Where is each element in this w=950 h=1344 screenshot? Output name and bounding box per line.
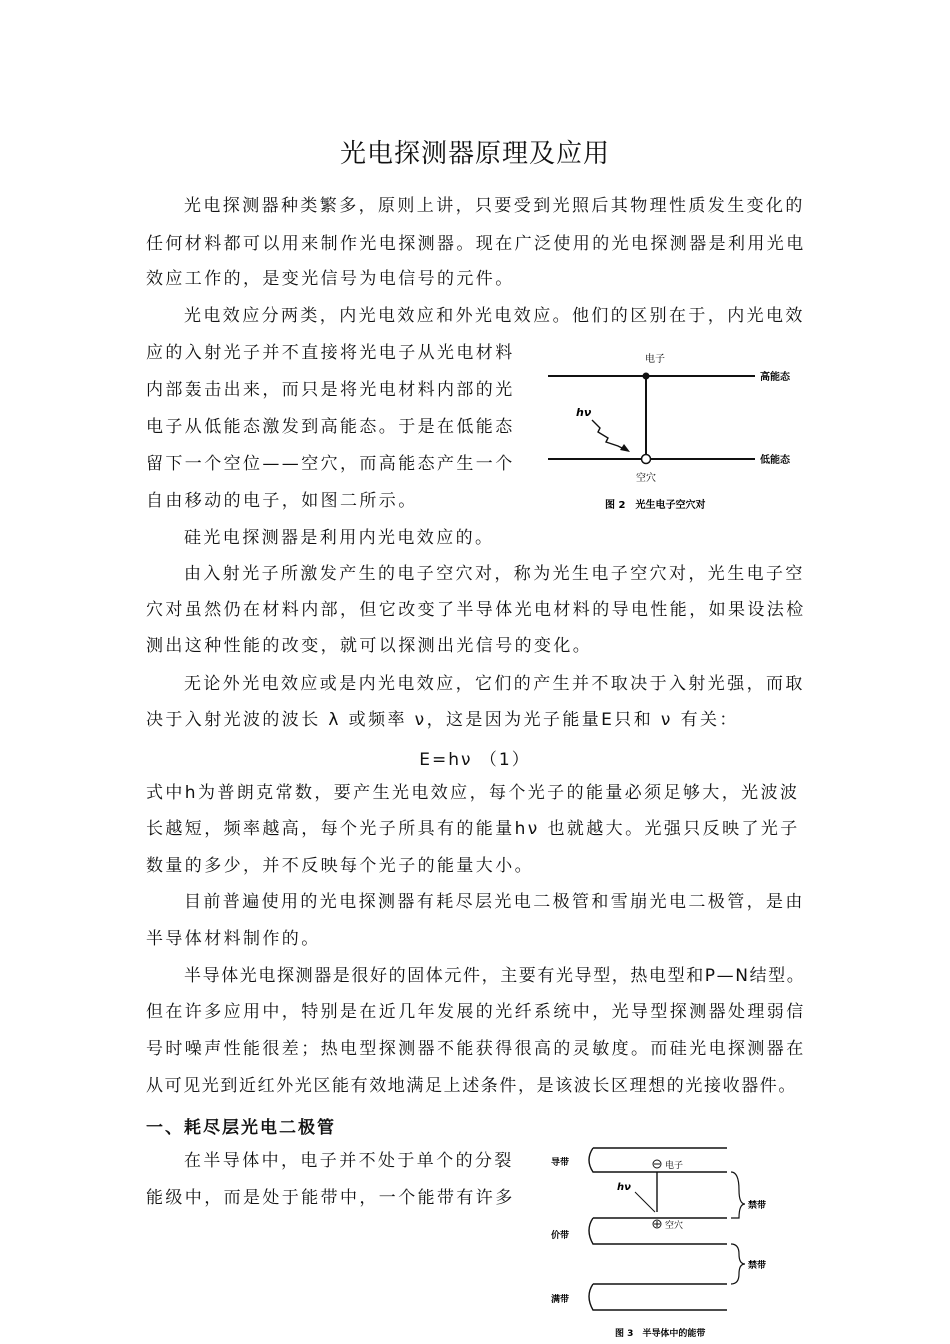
text-line: 但在许多应用中，特别是在近几年发展的光纤系统中，光导型探测器处理弱信 (146, 1002, 806, 1022)
text-line: 决于入射光波的波长 λ 或频率 ν，这是因为光子能量E只和 ν 有关： (146, 710, 739, 730)
fig2-caption: 图 2 光生电子空穴对 (605, 500, 706, 511)
fig3-valence-label: 价带 (551, 1231, 570, 1241)
photon-arrow-icon (592, 420, 626, 450)
text-line: 任何材料都可以用来制作光电探测器。现在广泛使用的光电探测器是利用光电 (146, 234, 806, 254)
text-line: 效应工作的，是变光信号为电信号的元件。 (146, 269, 515, 289)
formula: E=hν （1） (419, 750, 531, 770)
fig2-electron-label: 电子 (645, 354, 665, 365)
fig2-hv-label: hν (576, 406, 592, 419)
text-line: 能级中，而是处于能带中，一个能带有许多 (146, 1188, 515, 1208)
text-line: 式中h为普朗克常数，要产生光电效应，每个光子的能量必须足够大，光波波 (146, 783, 800, 803)
text-line: 目前普遍使用的光电探测器有耗尽层光电二极管和雪崩光电二极管，是由 (184, 892, 805, 912)
figure-3 (545, 1140, 785, 1340)
text-line: 留下一个空位——空穴，而高能态产生一个 (146, 454, 515, 474)
text-line: 长越短，频率越高，每个光子所具有的能量hν 也就越大。光强只反映了光子 (146, 819, 800, 839)
fig3-caption: 图 3 半导体中的能带 (615, 1329, 706, 1339)
fig2-low-label: 低能态 (760, 455, 790, 466)
fig3-conduction-label: 导带 (551, 1158, 570, 1168)
text-line: 在半导体中，电子并不处于单个的分裂 (184, 1151, 514, 1171)
text-line: 半导体材料制作的。 (146, 929, 321, 949)
fig3-electron-label: 电子 (665, 1161, 684, 1171)
fig3-hv-label: hν (617, 1182, 631, 1193)
text-line: 光电效应分两类，内光电效应和外光电效应。他们的区别在于，内光电效 (184, 306, 805, 326)
figure-2 (540, 340, 790, 520)
text-line: 半导体光电探测器是很好的固体元件，主要有光导型，热电型和P—N结型。 (184, 966, 806, 986)
text-line: 无论外光电效应或是内光电效应，它们的产生并不取决于入射光强，而取 (184, 674, 805, 694)
text-line: 号时噪声性能很差；热电型探测器不能获得很高的灵敏度。而硅光电探测器在 (146, 1039, 806, 1059)
text-line: 应的入射光子并不直接将光电子从光电材料 (146, 343, 515, 363)
text-line: 电子从低能态激发到高能态。于是在低能态 (146, 417, 515, 437)
fig3-forbidden2-label: 禁带 (748, 1261, 767, 1271)
text-line: 测出这种性能的改变，就可以探测出光信号的变化。 (146, 636, 593, 656)
fig3-forbidden1-label: 禁带 (748, 1201, 767, 1211)
text-line: 由入射光子所激发产生的电子空穴对，称为光生电子空穴对，光生电子空 (184, 564, 805, 584)
fig3-hole-label: 空穴 (665, 1221, 684, 1231)
fig2-hole-label: 空穴 (636, 473, 656, 484)
text-line: 光电探测器种类繁多，原则上讲，只要受到光照后其物理性质发生变化的 (184, 196, 805, 216)
fig2-high-label: 高能态 (760, 372, 790, 383)
page-title: 光电探测器原理及应用 (339, 139, 610, 169)
text-line: 数量的多少，并不反映每个光子的能量大小。 (146, 856, 534, 876)
fig3-full-label: 满带 (551, 1295, 570, 1305)
text-line: 内部轰击出来，而只是将光电材料内部的光 (146, 380, 515, 400)
text-line: 穴对虽然仍在材料内部，但它改变了半导体光电材料的导电性能，如果设法检 (146, 600, 806, 620)
section-heading: 一、耗尽层光电二极管 (146, 1118, 336, 1138)
text-line: 硅光电探测器是利用内光电效应的。 (184, 528, 495, 548)
text-line: 自由移动的电子，如图二所示。 (146, 491, 418, 511)
text-line: 从可见光到近红外光区能有效地满足上述条件，是该波长区理想的光接收器件。 (146, 1076, 797, 1096)
